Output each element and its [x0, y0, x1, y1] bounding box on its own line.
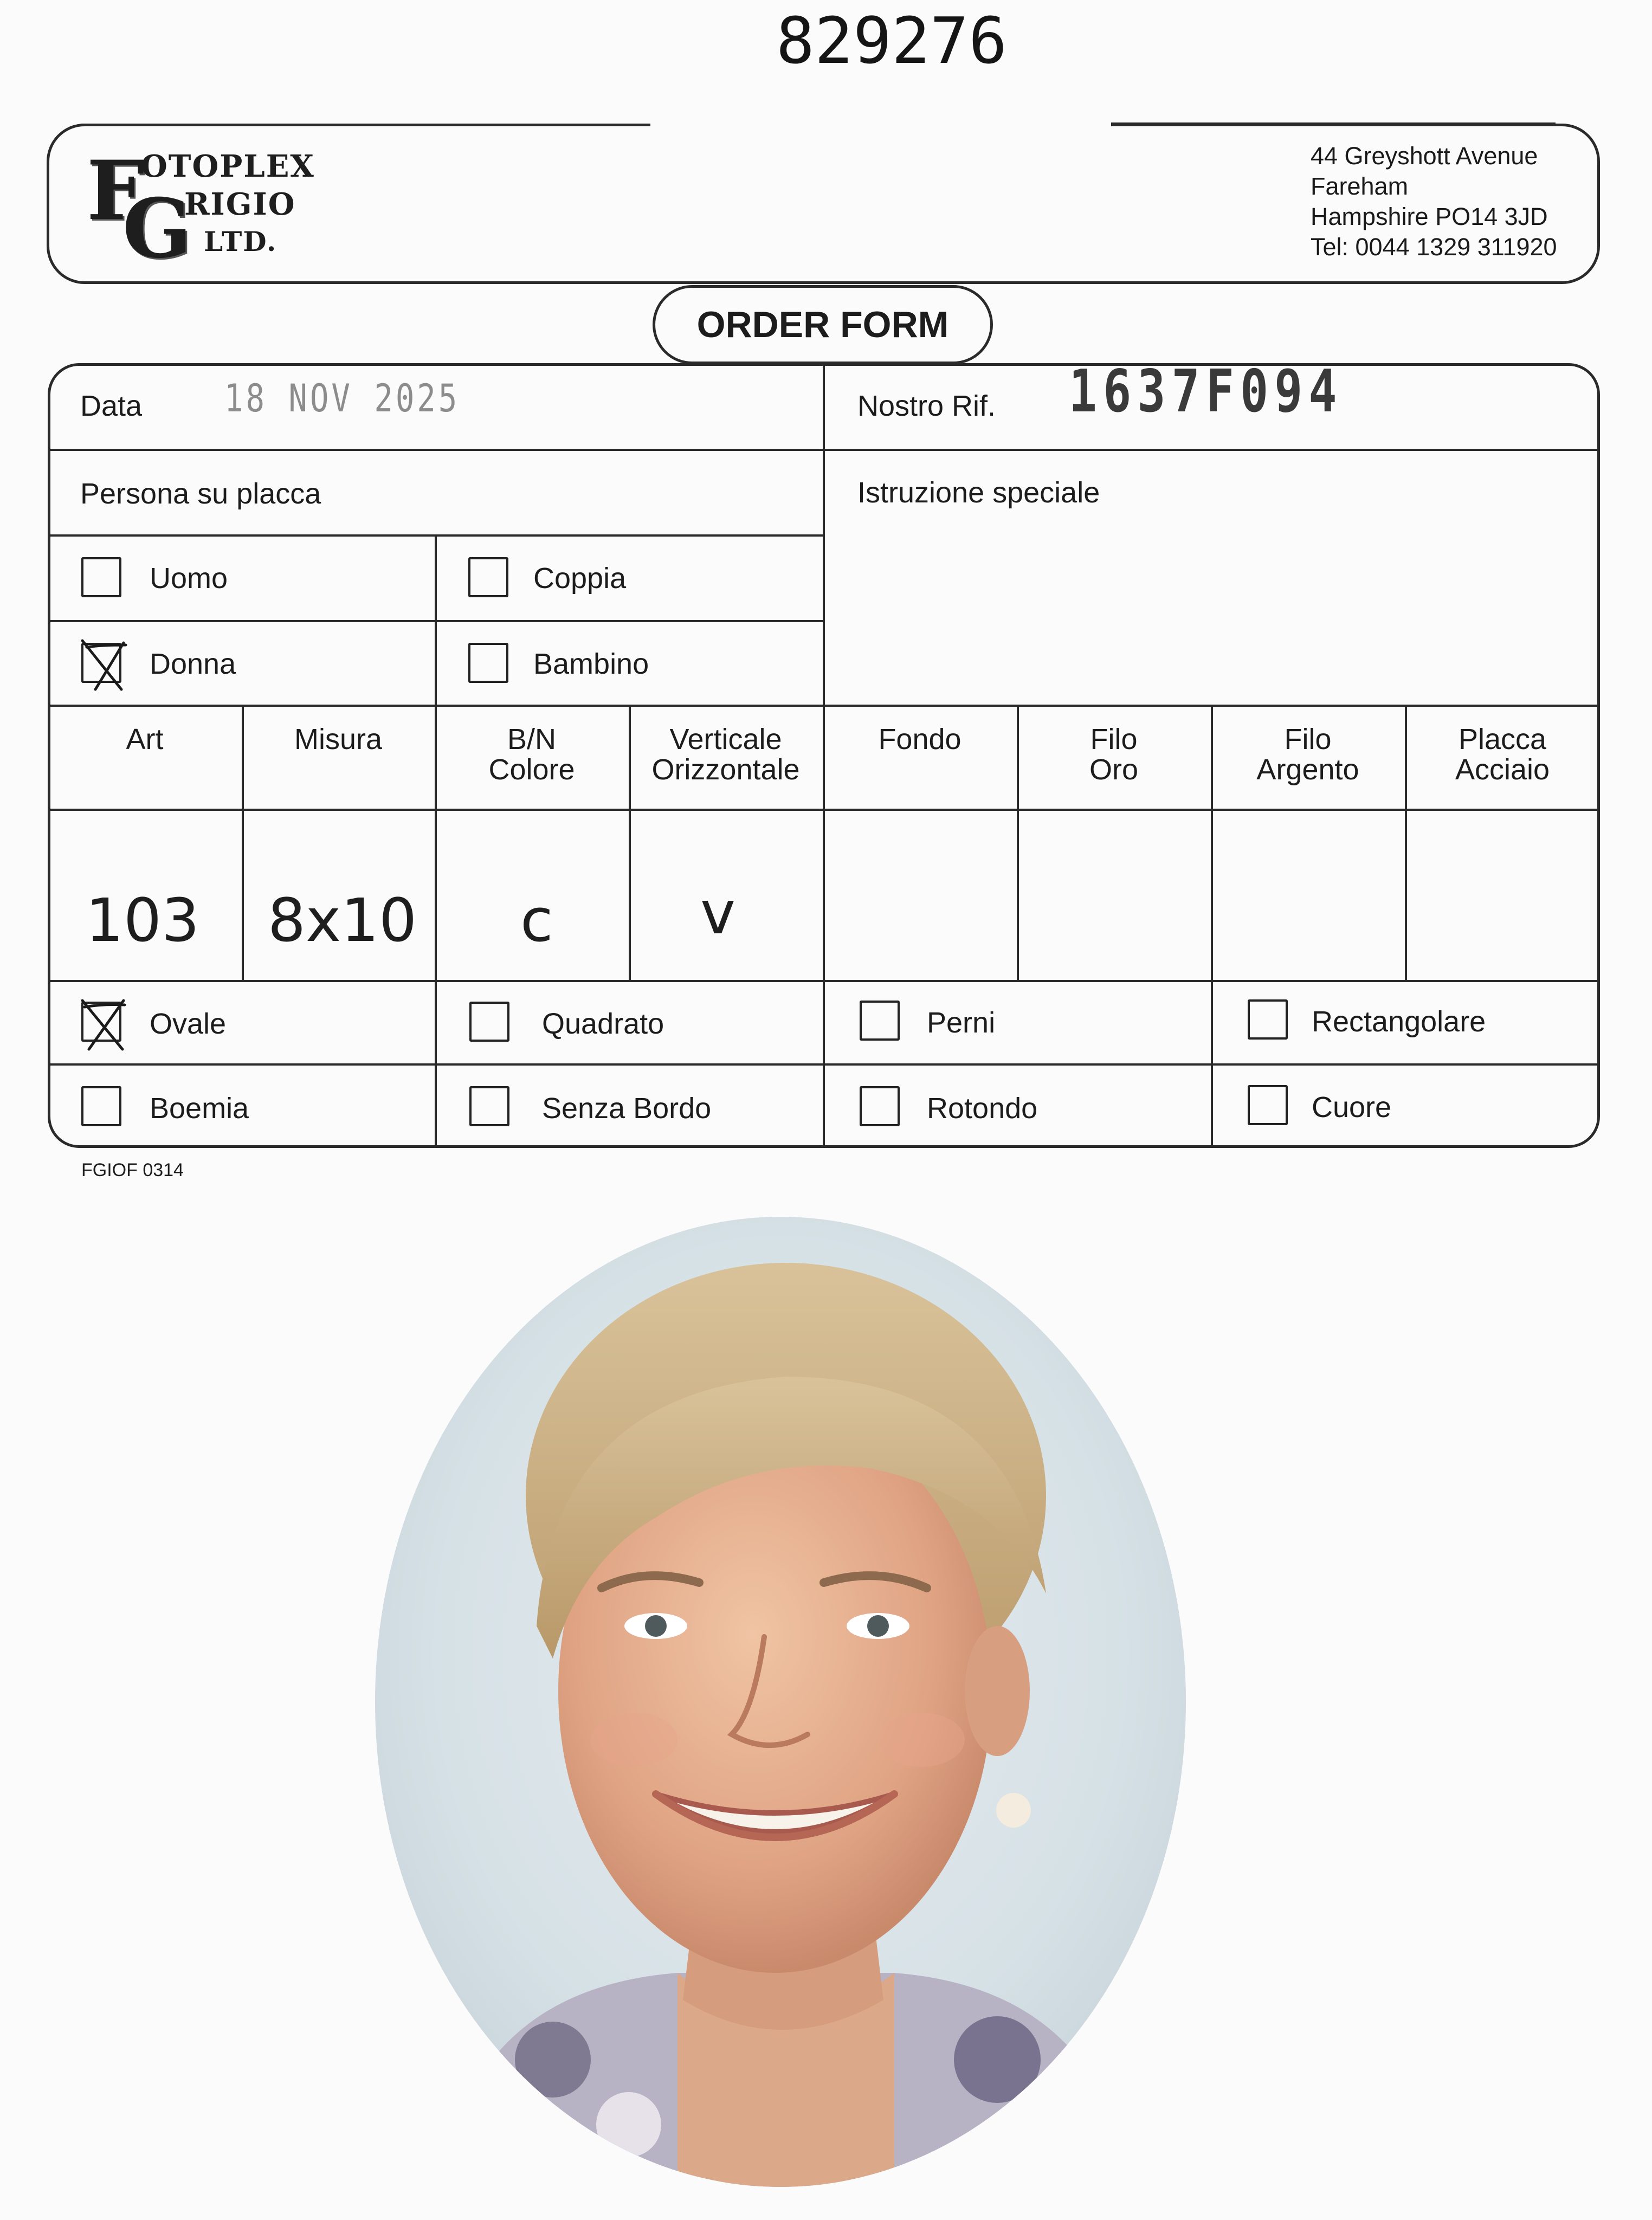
option-label-boemia: Boemia: [150, 1092, 249, 1125]
option-label-quadrato: Quadrato: [542, 1008, 664, 1040]
logo-line-2: RIGIO: [184, 186, 296, 222]
checkbox-senza-bordo[interactable]: [469, 1086, 509, 1126]
option-label-rectangolare: Rectangolare: [1312, 1005, 1486, 1038]
value-filo-oro[interactable]: [1023, 813, 1208, 976]
option-label-uomo: Uomo: [150, 562, 228, 595]
value-placca-acciaio[interactable]: [1411, 813, 1596, 976]
option-label-cuore: Cuore: [1312, 1091, 1392, 1124]
column-header-filo-argento: Filo Argento: [1256, 723, 1359, 786]
checkbox-perni[interactable]: [860, 1001, 900, 1041]
person-label: Persona su placca: [80, 477, 321, 510]
serial-number: 829276: [776, 3, 1008, 78]
option-label-perni: Perni: [927, 1006, 996, 1039]
special-instructions-area[interactable]: [829, 520, 1588, 699]
logo-line-3: LTD.: [204, 225, 278, 257]
form-title: ORDER FORM: [653, 285, 993, 364]
company-logo: [87, 143, 315, 276]
value-filo-argento[interactable]: [1217, 813, 1402, 976]
checkbox-bambino[interactable]: [468, 643, 508, 683]
address-line: Tel: 0044 1329 311920: [1311, 233, 1557, 261]
value-verticale-orizzontale: v: [700, 878, 736, 947]
grid-line: [435, 534, 437, 705]
value-art: 103: [86, 886, 199, 955]
logo-line-1: OTOPLEX: [141, 149, 315, 184]
form-code: FGIOF 0314: [81, 1160, 184, 1180]
checkbox-ovale[interactable]: [81, 1002, 121, 1042]
value-misura: 8x10: [268, 886, 417, 955]
checkbox-rectangolare[interactable]: [1248, 999, 1288, 1040]
date-label: Data: [80, 390, 143, 422]
column-header-fondo: Fondo: [878, 723, 961, 756]
address-line: 44 Greyshott Avenue: [1311, 142, 1538, 170]
reference-stamp: 1637F094: [1069, 358, 1343, 425]
column-header-misura: Misura: [294, 723, 383, 756]
checkbox-donna[interactable]: [81, 643, 121, 683]
address-line: Hampshire PO14 3JD: [1311, 203, 1548, 230]
option-label-rotondo: Rotondo: [927, 1092, 1038, 1125]
address-line: Fareham: [1311, 172, 1409, 200]
value-bn-colore: c: [520, 886, 553, 955]
option-label-senza-bordo: Senza Bordo: [542, 1092, 712, 1125]
value-fondo[interactable]: [829, 813, 1014, 976]
option-label-coppia: Coppia: [533, 562, 627, 595]
checkbox-quadrato[interactable]: [469, 1002, 509, 1042]
column-header-art: Art: [126, 723, 164, 756]
checkbox-boemia[interactable]: [81, 1086, 121, 1126]
special-instructions-label: Istruzione speciale: [857, 476, 1100, 509]
column-header-verticale-orizzontale: Verticale Orizzontale: [651, 723, 800, 786]
header-gap: [650, 119, 1111, 130]
check-mark-icon: [79, 637, 129, 692]
portrait-photo: [374, 1214, 1187, 2190]
column-header-bn-colore: B/N Colore: [488, 723, 575, 786]
checkbox-coppia[interactable]: [468, 557, 508, 597]
grid-line: [823, 363, 825, 1148]
company-address: [1311, 141, 1582, 262]
logo-letter-g: G: [122, 181, 192, 276]
checkbox-cuore[interactable]: [1248, 1085, 1288, 1125]
checkbox-rotondo[interactable]: [860, 1086, 900, 1126]
checkbox-uomo[interactable]: [81, 557, 121, 597]
column-header-placca-acciaio: Placca Acciaio: [1455, 723, 1550, 786]
reference-label: Nostro Rif.: [857, 390, 996, 422]
check-mark-icon: [79, 996, 129, 1050]
column-header-filo-oro: Filo Oro: [1089, 723, 1139, 786]
option-label-donna: Donna: [150, 648, 236, 680]
logo-letter-f: F: [87, 143, 145, 238]
option-label-ovale: Ovale: [150, 1008, 227, 1040]
option-label-bambino: Bambino: [533, 648, 649, 680]
date-stamp: 18 NOV 2025: [224, 376, 460, 421]
